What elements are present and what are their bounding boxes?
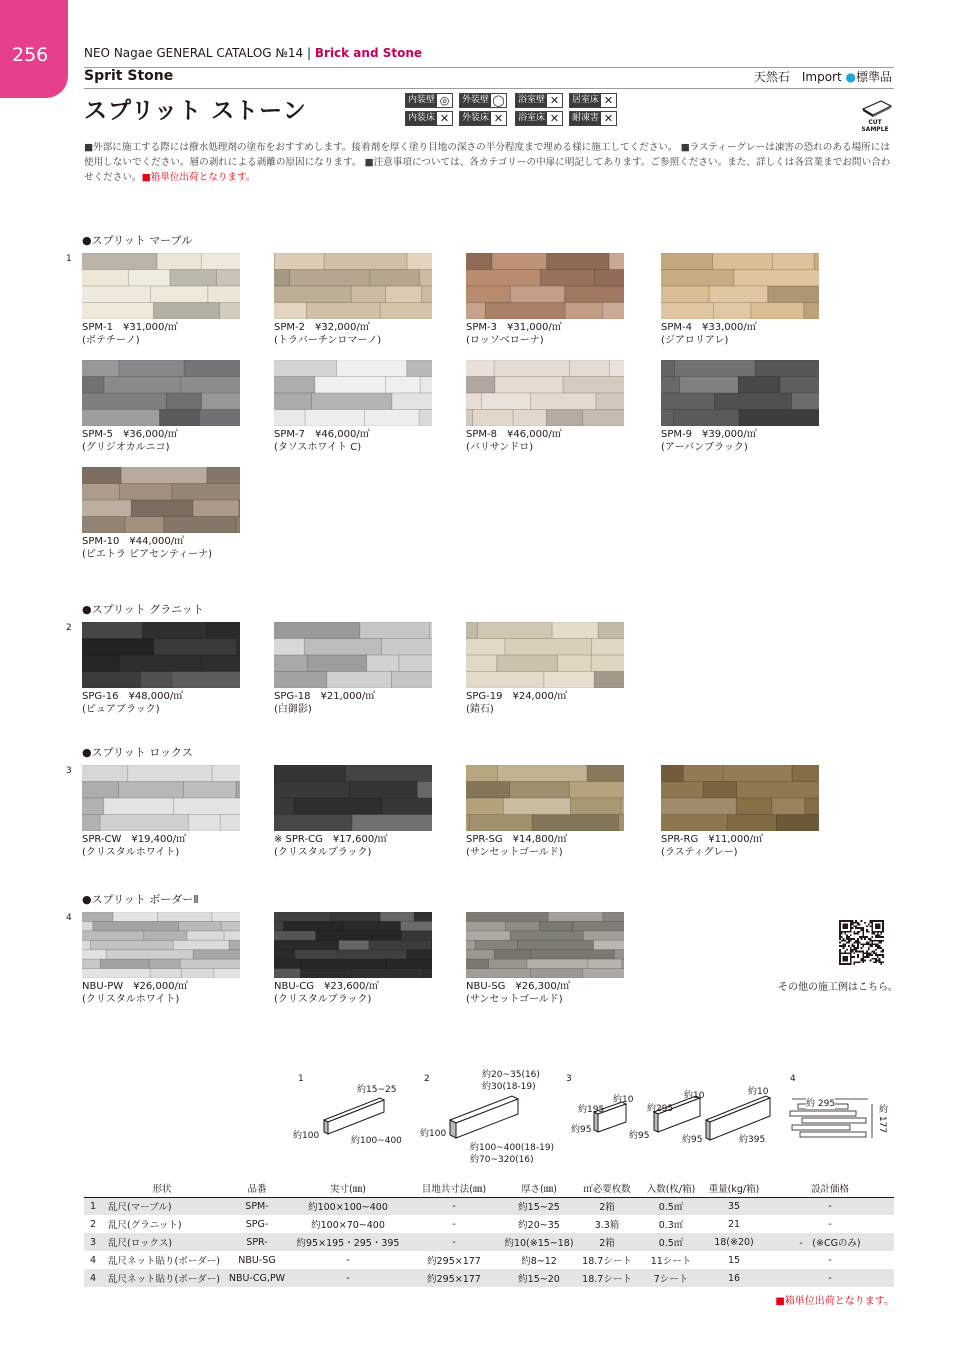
product-code-price bbox=[82, 691, 183, 704]
product-code-price bbox=[466, 429, 562, 442]
product-code: SPM-10 bbox=[82, 536, 120, 547]
diagram-2-number: 2 bbox=[424, 1074, 430, 1084]
product-swatch[interactable] bbox=[466, 622, 624, 688]
table-cell: SPM- bbox=[222, 1197, 292, 1215]
product-swatch[interactable] bbox=[82, 912, 240, 978]
product-price: ¥14,800/㎡ bbox=[512, 834, 568, 845]
product-name: (クリスタルブラック) bbox=[274, 993, 372, 1005]
diagram-4-width: 約 295 bbox=[806, 1096, 835, 1109]
usage-mark-icon: ✕ bbox=[603, 94, 614, 107]
catalog-name: NEO Nagae GENERAL CATALOG №14 bbox=[84, 46, 304, 60]
product-code: SPG-16 bbox=[82, 691, 119, 702]
product-code: SPM-7 bbox=[274, 429, 305, 440]
product-swatch[interactable] bbox=[466, 765, 624, 831]
shipping-footnote: ■箱単位出荷となります。 bbox=[775, 1296, 894, 1307]
product-name: (クリスタルブラック) bbox=[274, 846, 372, 858]
product-caption bbox=[274, 981, 379, 1006]
table-cell: 乱尺(ロックス) bbox=[102, 1233, 222, 1251]
table-cell: NBU-SG bbox=[238, 1254, 276, 1266]
table-cell: 約8~12 bbox=[521, 1256, 557, 1267]
table-cell: 4 bbox=[84, 1269, 102, 1287]
table-cell: - bbox=[828, 1254, 832, 1266]
table-row bbox=[84, 1251, 894, 1269]
table-header-cell: 入数(枚/箱) bbox=[640, 1180, 702, 1197]
product-code-price bbox=[661, 322, 757, 335]
usage-label: 耐凍害 bbox=[572, 113, 600, 123]
diagram-3-a-width: 約195 bbox=[578, 1105, 605, 1115]
product-caption bbox=[82, 981, 188, 1006]
product-code-price bbox=[82, 429, 178, 442]
table-cell: 約15~25 bbox=[504, 1197, 574, 1215]
usage-mark-icon: ✕ bbox=[549, 94, 560, 107]
product-swatch[interactable] bbox=[661, 253, 819, 319]
table-header-cell: 実寸(㎜) bbox=[292, 1180, 404, 1197]
diagram-3-c-width: 約395 bbox=[739, 1135, 766, 1145]
product-swatch[interactable] bbox=[466, 360, 624, 426]
product-swatch[interactable] bbox=[274, 622, 432, 688]
category-name: Brick and Stone bbox=[314, 46, 423, 60]
diagram-3-a-height: 約95 bbox=[571, 1125, 592, 1135]
product-code: SPR-RG bbox=[661, 834, 699, 845]
product-price: ¥44,000/㎡ bbox=[129, 536, 185, 547]
diagram-3-b-thickness: 約10 bbox=[684, 1091, 705, 1101]
spec-table-header bbox=[84, 1180, 894, 1197]
notes-shipping: ■箱単位出荷となります。 bbox=[141, 172, 256, 183]
product-caption bbox=[466, 981, 570, 1006]
table-cell: NBU-CG,PW bbox=[222, 1269, 292, 1287]
product-code-price bbox=[82, 834, 186, 847]
table-header-cell: 設計価格 bbox=[766, 1180, 894, 1197]
product-code: SPG-18 bbox=[274, 691, 311, 702]
page-number: 256 bbox=[12, 44, 49, 66]
product-code-price bbox=[466, 834, 567, 847]
product-caption bbox=[82, 429, 178, 454]
product-price: ¥32,000/㎡ bbox=[314, 322, 370, 333]
product-price: ¥21,000/㎡ bbox=[320, 691, 376, 702]
product-swatch[interactable] bbox=[274, 912, 432, 978]
table-cell: 約10(※15~18) bbox=[504, 1233, 574, 1251]
product-price: ¥23,600/㎡ bbox=[324, 981, 379, 992]
diagram-2-shape bbox=[448, 1092, 520, 1142]
cut-sample-icon bbox=[855, 97, 895, 119]
table-cell: 2箱 bbox=[574, 1197, 640, 1215]
table-row bbox=[84, 1233, 894, 1251]
table-cell: - bbox=[404, 1197, 504, 1215]
product-name: (バリサンドロ) bbox=[466, 441, 534, 453]
product-price: ¥11,000/㎡ bbox=[708, 834, 763, 845]
product-price: ¥46,000/㎡ bbox=[314, 429, 370, 440]
table-cell: 約100×100~400 bbox=[292, 1197, 404, 1215]
product-swatch[interactable] bbox=[274, 360, 432, 426]
usage-mark-icon: ✕ bbox=[493, 112, 504, 125]
table-cell: 16 bbox=[702, 1269, 766, 1287]
product-code-price bbox=[661, 834, 763, 847]
table-cell: - bbox=[292, 1269, 404, 1287]
product-code-price bbox=[82, 981, 188, 994]
diagram-2-thickness-1: 約20~35(16) bbox=[482, 1070, 540, 1080]
product-code: SPM-4 bbox=[661, 322, 692, 333]
product-code-price bbox=[274, 834, 388, 847]
usage-mark-icon: ◯ bbox=[492, 94, 505, 107]
product-code-price bbox=[274, 691, 375, 704]
product-name: (クリスタルホワイト) bbox=[82, 993, 180, 1005]
product-code: SPM-3 bbox=[466, 322, 497, 333]
table-cell: - bbox=[766, 1269, 894, 1287]
diagram-3-b-height: 約95 bbox=[629, 1131, 650, 1141]
product-code: NBU-PW bbox=[82, 981, 124, 992]
product-caption bbox=[661, 429, 757, 454]
table-cell: 7シート bbox=[640, 1269, 702, 1287]
usage-label: 浴室壁 bbox=[518, 95, 546, 105]
product-swatch[interactable] bbox=[661, 360, 819, 426]
product-price: ¥31,000/㎡ bbox=[506, 322, 562, 333]
table-cell: 3 bbox=[84, 1233, 102, 1251]
section-heading: ●スプリット ボーダーⅡ bbox=[82, 893, 199, 906]
table-cell: 乱尺ネット貼り(ボーダー) bbox=[108, 1256, 220, 1267]
table-header-cell: 厚さ(㎜) bbox=[504, 1180, 574, 1197]
product-price: ¥33,000/㎡ bbox=[701, 322, 757, 333]
table-cell: 0.5㎡ bbox=[640, 1233, 702, 1251]
product-code: SPM-8 bbox=[466, 429, 497, 440]
table-cell: 3.3箱 bbox=[594, 1220, 620, 1231]
table-cell: 2箱 bbox=[574, 1233, 640, 1251]
table-cell: 約295×177 bbox=[427, 1256, 481, 1267]
product-price: ¥17,600/㎡ bbox=[332, 834, 388, 845]
product-swatch[interactable] bbox=[82, 765, 240, 831]
table-cell: - (※CGのみ) bbox=[766, 1233, 894, 1251]
diagram-3-b-width: 約295 bbox=[647, 1104, 674, 1114]
product-code-price bbox=[82, 536, 212, 549]
diagram-2-length-1: 約100~400(18-19) bbox=[470, 1143, 555, 1153]
diagram-1-number: 1 bbox=[298, 1074, 304, 1084]
section-heading: ●スプリット グラニット bbox=[82, 603, 204, 616]
product-code: ※ SPR-CG bbox=[274, 834, 323, 845]
product-name: (グリジオカルニコ) bbox=[82, 441, 170, 453]
diagram-2-height: 約100 bbox=[420, 1129, 447, 1139]
product-code-price bbox=[466, 322, 562, 335]
product-name: (白御影) bbox=[274, 703, 312, 715]
diagram-3-c-height: 約95 bbox=[682, 1135, 703, 1145]
table-cell: SPR- bbox=[222, 1233, 292, 1251]
table-header-cell: 品番 bbox=[222, 1180, 292, 1197]
table-header-cell bbox=[84, 1180, 102, 1197]
usage-label: 内装床 bbox=[408, 113, 436, 123]
table-row bbox=[84, 1197, 894, 1215]
product-swatch[interactable] bbox=[466, 253, 624, 319]
product-code: SPM-9 bbox=[661, 429, 692, 440]
table-cell: 4 bbox=[89, 1254, 97, 1266]
product-code-price bbox=[274, 322, 381, 335]
product-swatch[interactable] bbox=[82, 253, 240, 319]
notes-text: ■外部に施工する際には撥水処理剤の塗布をおすすめします。接着剤を厚く塗り目地の深さの半分程度まで埋める様に施工してください。 ■ラスティーグレーは凍害の恐れのある場所には使用しないでください。層の剥れによる剥離の原因になります。 ■注意事項については、各カテゴリーの中扉に明記してあります。ご参照ください。また、詳しくは各営業までお問い合わせください。 bbox=[84, 142, 891, 183]
product-code-price bbox=[82, 322, 178, 335]
product-name: (トラバーチンロマーノ) bbox=[274, 334, 382, 346]
table-cell: 乱尺(グラニット) bbox=[108, 1220, 182, 1231]
product-name: (サンセットゴールド) bbox=[466, 846, 563, 858]
diagram-2-thickness-2: 約30(18-19) bbox=[482, 1082, 536, 1092]
product-code: NBU-SG bbox=[466, 981, 506, 992]
product-caption bbox=[82, 536, 212, 561]
product-name: (クリスタルホワイト) bbox=[82, 846, 180, 858]
table-cell: 約95×195・295・395 bbox=[292, 1233, 404, 1251]
table-cell: 21 bbox=[727, 1218, 741, 1230]
standard-dot-icon: ● bbox=[845, 70, 856, 84]
product-name: (ピエトラ ピアセンティーナ) bbox=[82, 548, 213, 560]
usage-cell bbox=[459, 93, 507, 108]
table-cell: 11シート bbox=[650, 1256, 692, 1267]
usage-cell bbox=[405, 111, 453, 126]
table-cell: 15 bbox=[727, 1254, 741, 1266]
product-price: ¥39,000/㎡ bbox=[701, 429, 757, 440]
table-cell: 乱尺(マーブル) bbox=[102, 1197, 222, 1215]
product-name: (タソスホワイト C) bbox=[274, 441, 362, 453]
product-caption bbox=[466, 322, 562, 347]
table-cell: 35 bbox=[702, 1197, 766, 1215]
product-swatch[interactable] bbox=[82, 467, 240, 533]
product-caption bbox=[274, 834, 388, 859]
divider bbox=[84, 88, 894, 89]
table-cell: - bbox=[828, 1218, 832, 1230]
qr-caption: その他の施工例はこちら。 bbox=[778, 982, 898, 993]
table-cell: - bbox=[452, 1218, 456, 1230]
catalog-header bbox=[84, 46, 422, 60]
diagram-4-number: 4 bbox=[790, 1074, 796, 1084]
table-cell: 0.3㎡ bbox=[658, 1220, 684, 1231]
usage-cell bbox=[405, 93, 453, 108]
usage-label: 居室床 bbox=[572, 95, 600, 105]
usage-cell bbox=[515, 111, 563, 126]
product-price: ¥36,000/㎡ bbox=[122, 429, 178, 440]
usage-cell bbox=[515, 93, 563, 108]
product-code-price bbox=[274, 429, 370, 442]
cut-sample-label: CUT SAMPLE bbox=[861, 119, 889, 133]
spec-table bbox=[84, 1180, 894, 1287]
product-caption bbox=[82, 834, 186, 859]
usage-mark-icon: ✕ bbox=[603, 112, 614, 125]
section-number: 2 bbox=[66, 623, 72, 633]
diagram-2-length-2: 約70~320(16) bbox=[470, 1155, 534, 1165]
product-caption bbox=[274, 429, 370, 454]
product-origin bbox=[720, 68, 892, 85]
table-header-cell: 目地共寸法(㎜) bbox=[404, 1180, 504, 1197]
product-code: SPR-CW bbox=[82, 834, 122, 845]
product-swatch[interactable] bbox=[661, 765, 819, 831]
product-swatch[interactable] bbox=[274, 765, 432, 831]
product-code: SPM-1 bbox=[82, 322, 113, 333]
table-header-cell: ㎡必要枚数 bbox=[574, 1180, 640, 1197]
table-cell: 2 bbox=[89, 1218, 97, 1230]
usage-cell bbox=[569, 111, 617, 126]
table-cell: - bbox=[404, 1233, 504, 1251]
product-name: (サンセットゴールド) bbox=[466, 993, 563, 1005]
page-subtitle: Sprit Stone bbox=[84, 68, 174, 84]
product-price: ¥19,400/㎡ bbox=[131, 834, 187, 845]
product-code: SPM-2 bbox=[274, 322, 305, 333]
notes bbox=[84, 140, 894, 185]
origin-text: 天然石 Import bbox=[753, 70, 842, 84]
table-row bbox=[84, 1215, 894, 1233]
cut-sample-badge bbox=[855, 97, 895, 131]
product-code: SPM-5 bbox=[82, 429, 113, 440]
table-row bbox=[84, 1269, 894, 1287]
table-cell: - bbox=[346, 1254, 350, 1266]
table-cell: 約100×70~400 bbox=[311, 1220, 385, 1231]
product-price: ¥24,000/㎡ bbox=[512, 691, 568, 702]
product-caption bbox=[661, 834, 763, 859]
product-price: ¥48,000/㎡ bbox=[128, 691, 184, 702]
usage-label: 浴室床 bbox=[518, 113, 546, 123]
product-price: ¥46,000/㎡ bbox=[506, 429, 562, 440]
product-caption bbox=[82, 322, 178, 347]
section-number: 1 bbox=[66, 254, 72, 264]
table-cell: 18.7シート bbox=[582, 1256, 632, 1267]
section-number: 3 bbox=[66, 766, 72, 776]
usage-label: 外装壁 bbox=[462, 95, 490, 105]
product-swatch[interactable] bbox=[274, 253, 432, 319]
product-caption bbox=[466, 429, 562, 454]
standard-label: 標準品 bbox=[855, 70, 892, 84]
qr-code-icon[interactable] bbox=[839, 920, 884, 965]
table-cell: 約15~20 bbox=[504, 1269, 574, 1287]
table-cell: 約295×177 bbox=[404, 1269, 504, 1287]
usage-cell bbox=[459, 111, 507, 126]
usage-mark-icon: ✕ bbox=[439, 112, 450, 125]
usage-mark-icon: ✕ bbox=[549, 112, 560, 125]
table-cell: SPG- bbox=[245, 1218, 269, 1230]
diagram-1-thickness: 約15~25 bbox=[357, 1085, 397, 1095]
table-cell: 1 bbox=[84, 1197, 102, 1215]
table-cell: 約20~35 bbox=[518, 1220, 560, 1231]
product-caption bbox=[466, 691, 567, 716]
product-code-price bbox=[661, 429, 757, 442]
product-name: (ラスティグレー) bbox=[661, 846, 738, 858]
product-price: ¥26,300/㎡ bbox=[515, 981, 571, 992]
product-caption bbox=[82, 691, 183, 716]
usage-cell bbox=[569, 93, 617, 108]
usage-label: 内装壁 bbox=[408, 95, 436, 105]
product-name: (ジアロリアレ) bbox=[661, 334, 729, 346]
product-swatch[interactable] bbox=[82, 360, 240, 426]
product-caption bbox=[274, 691, 375, 716]
product-price: ¥31,000/㎡ bbox=[122, 322, 178, 333]
product-name: (ピュアブラック) bbox=[82, 703, 160, 715]
page-number-tab bbox=[0, 0, 68, 98]
diagram-3-a-thickness: 約10 bbox=[613, 1095, 634, 1105]
product-code: SPR-SG bbox=[466, 834, 503, 845]
diagram-1-height: 約100 bbox=[293, 1131, 320, 1141]
product-swatch[interactable] bbox=[466, 912, 624, 978]
diagram-3-c-thickness: 約10 bbox=[748, 1087, 769, 1097]
product-code: SPG-19 bbox=[466, 691, 503, 702]
diagram-3-number: 3 bbox=[566, 1074, 572, 1084]
product-swatch[interactable] bbox=[82, 622, 240, 688]
product-price: ¥26,000/㎡ bbox=[133, 981, 188, 992]
diagram-4-height: 約 177 bbox=[877, 1104, 887, 1134]
table-cell: 乱尺ネット貼り(ボーダー) bbox=[102, 1269, 222, 1287]
diagram-1-shape bbox=[322, 1094, 386, 1138]
product-name: (ボテチーノ) bbox=[82, 334, 140, 346]
product-name: (錆石) bbox=[466, 703, 494, 715]
section-heading: ●スプリット マーブル bbox=[82, 234, 193, 247]
usage-label: 外装床 bbox=[462, 113, 490, 123]
product-code-price bbox=[466, 981, 570, 994]
table-cell: - bbox=[766, 1197, 894, 1215]
page-title: スプリット ストーン bbox=[84, 98, 307, 124]
table-cell: 18(※20) bbox=[702, 1233, 766, 1251]
product-name: (ロッソベローナ) bbox=[466, 334, 544, 346]
section-number: 4 bbox=[66, 913, 72, 923]
product-name: (アーバンブラック) bbox=[661, 441, 748, 453]
product-caption bbox=[274, 322, 381, 347]
header-separator: | bbox=[306, 46, 312, 60]
product-code: NBU-CG bbox=[274, 981, 314, 992]
section-heading: ●スプリット ロックス bbox=[82, 746, 193, 759]
diagram-1-length: 約100~400 bbox=[351, 1136, 402, 1146]
table-cell: 0.5㎡ bbox=[640, 1197, 702, 1215]
product-code-price bbox=[466, 691, 567, 704]
table-cell: 18.7シート bbox=[574, 1269, 640, 1287]
table-header-cell: 重量(kg/箱) bbox=[702, 1180, 766, 1197]
product-caption bbox=[466, 834, 567, 859]
product-caption bbox=[661, 322, 757, 347]
usage-mark-icon: ◎ bbox=[439, 94, 450, 107]
table-header-cell: 形状 bbox=[102, 1180, 222, 1197]
product-code-price bbox=[274, 981, 379, 994]
